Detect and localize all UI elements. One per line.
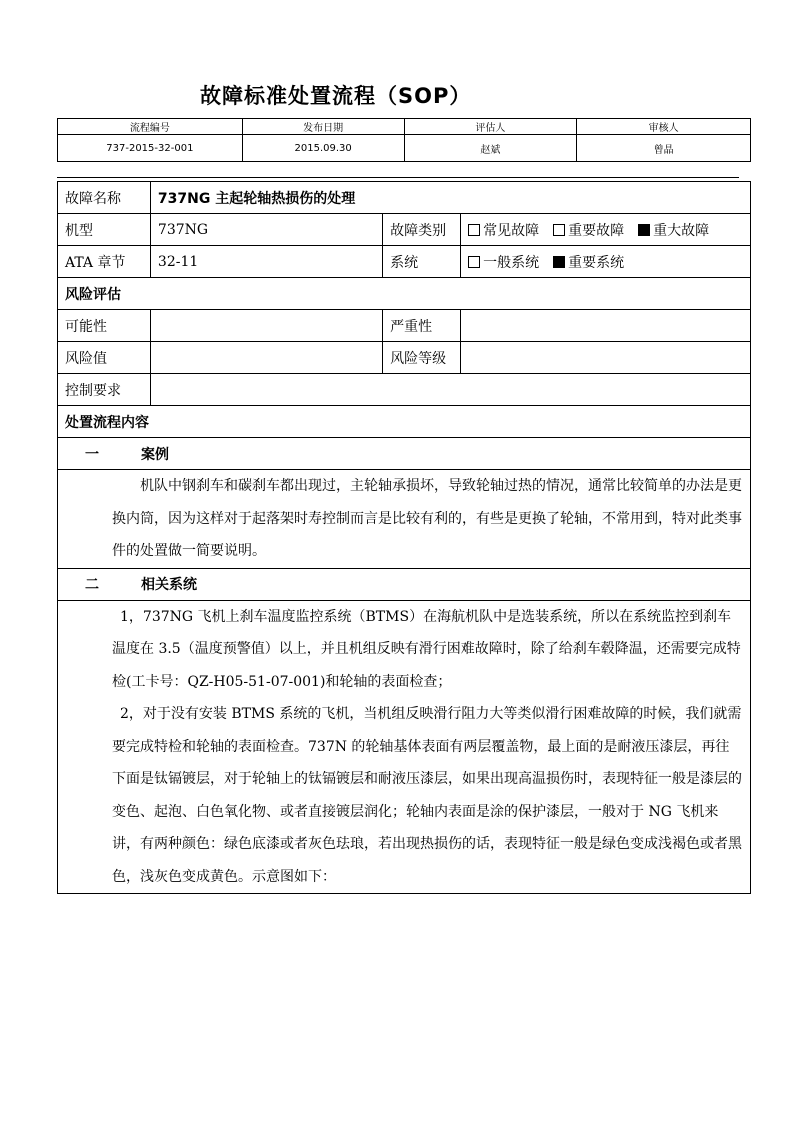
model-label: 机型 xyxy=(58,214,151,246)
process-header: 处置流程内容 xyxy=(58,406,751,438)
risk-value-label: 风险值 xyxy=(58,342,151,374)
fault-type-option-major[interactable] xyxy=(638,223,709,239)
section2-paragraph-1: 1，737NG 飞机上刹车温度监控系统（BTMS）在海航机队中是选装系统，所以在系统监控到刹车温度在 3.5（温度预警值）以上，并且机组反映有滑行困难故障时，除了给刹车毂降温，还需要完成特检(工卡号：QZ-H05-51-07-001)和轮轴的表面检查； xyxy=(112,608,741,690)
severity-value[interactable] xyxy=(461,310,751,342)
meta-header-process-number: 流程编号 xyxy=(58,119,243,135)
section1-title: 案例 xyxy=(141,446,169,463)
meta-value-assessor: 赵斌 xyxy=(404,135,577,162)
fault-name-label: 故障名称 xyxy=(58,182,151,214)
control-value[interactable] xyxy=(150,374,750,406)
section2-body xyxy=(58,600,751,894)
meta-header-publish-date: 发布日期 xyxy=(242,119,404,135)
checkbox-checked-icon xyxy=(553,256,565,268)
checkbox-icon xyxy=(468,256,480,268)
divider xyxy=(57,177,739,178)
system-options xyxy=(461,246,751,278)
section2-number: 二 xyxy=(85,577,99,593)
meta-header-assessor: 评估人 xyxy=(404,119,577,135)
fault-type-label: 故障类别 xyxy=(383,214,461,246)
meta-table xyxy=(57,118,751,162)
checkbox-icon xyxy=(468,224,480,236)
section1-number: 一 xyxy=(85,446,99,463)
fault-type-option-common[interactable] xyxy=(468,223,539,239)
section2-title: 相关系统 xyxy=(141,577,197,593)
fault-type-option-label: 重大故障 xyxy=(653,222,710,239)
section2-heading xyxy=(58,568,751,600)
fault-name-value: 737NG 主起轮轴热损伤的处理 xyxy=(150,182,750,214)
meta-value-reviewer: 曾晶 xyxy=(577,135,751,162)
section1-body xyxy=(58,470,751,569)
meta-value-publish-date: 2015.09.30 xyxy=(242,135,404,162)
risk-level-value[interactable] xyxy=(461,342,751,374)
system-option-general[interactable] xyxy=(468,255,539,271)
fault-type-options xyxy=(461,214,751,246)
ata-label: ATA 章节 xyxy=(58,246,151,278)
fault-type-option-label: 常见故障 xyxy=(483,222,540,239)
system-option-label: 一般系统 xyxy=(483,254,540,271)
section1-heading xyxy=(58,438,751,470)
risk-value[interactable] xyxy=(150,342,382,374)
severity-label: 严重性 xyxy=(383,310,461,342)
system-option-important[interactable] xyxy=(553,255,624,271)
sop-table xyxy=(57,181,751,894)
possibility-value[interactable] xyxy=(150,310,382,342)
control-label: 控制要求 xyxy=(58,374,151,406)
ata-value: 32-11 xyxy=(150,246,382,278)
system-option-label: 重要系统 xyxy=(568,254,625,271)
section2-paragraph-2: 2，对于没有安装 BTMS 系统的飞机，当机组反映滑行阻力大等类似滑行困难故障的时候，我们就需要完成特检和轮轴的表面检查。737N 的轮轴基体表面有两层覆盖物，最上面的是耐液压漆层，再往下面是钛镉镀层，对于轮轴上的钛镉镀层和耐液压漆层，如果出现高温损伤时，表现特征一般是漆层的变色、起泡、白色氧化物、或者直接镀层润化；轮轴内表面是涂的保护漆层，一般对于 NG 飞机来讲，有两种颜色：绿色底漆或者灰色珐琅，若出现热损伤的话，表现特征一般是绿色变成浅褐色或者黑色，浅灰色变成黄色。示意图如下： xyxy=(112,706,742,885)
fault-type-option-important[interactable] xyxy=(553,223,624,239)
system-label: 系统 xyxy=(383,246,461,278)
section1-paragraph: 机队中钢刹车和碳刹车都出现过，主轮轴承损坏，导致轮轴过热的情况，通常比较简单的办法是更换内筒，因为这样对于起落架时寿控制而言是比较有利的，有些是更换了轮轴，不常用到，特对此类事件的处置做一简要说明。 xyxy=(112,478,742,559)
fault-type-option-label: 重要故障 xyxy=(568,222,625,239)
model-value: 737NG xyxy=(150,214,382,246)
meta-header-reviewer: 审核人 xyxy=(577,119,751,135)
checkbox-icon xyxy=(553,224,565,236)
checkbox-checked-icon xyxy=(638,224,650,236)
risk-header: 风险评估 xyxy=(58,278,751,310)
page-title: 故障标准处置流程（SOP） xyxy=(200,84,472,108)
meta-value-process-number: 737-2015-32-001 xyxy=(58,135,243,162)
risk-level-label: 风险等级 xyxy=(383,342,461,374)
possibility-label: 可能性 xyxy=(58,310,151,342)
